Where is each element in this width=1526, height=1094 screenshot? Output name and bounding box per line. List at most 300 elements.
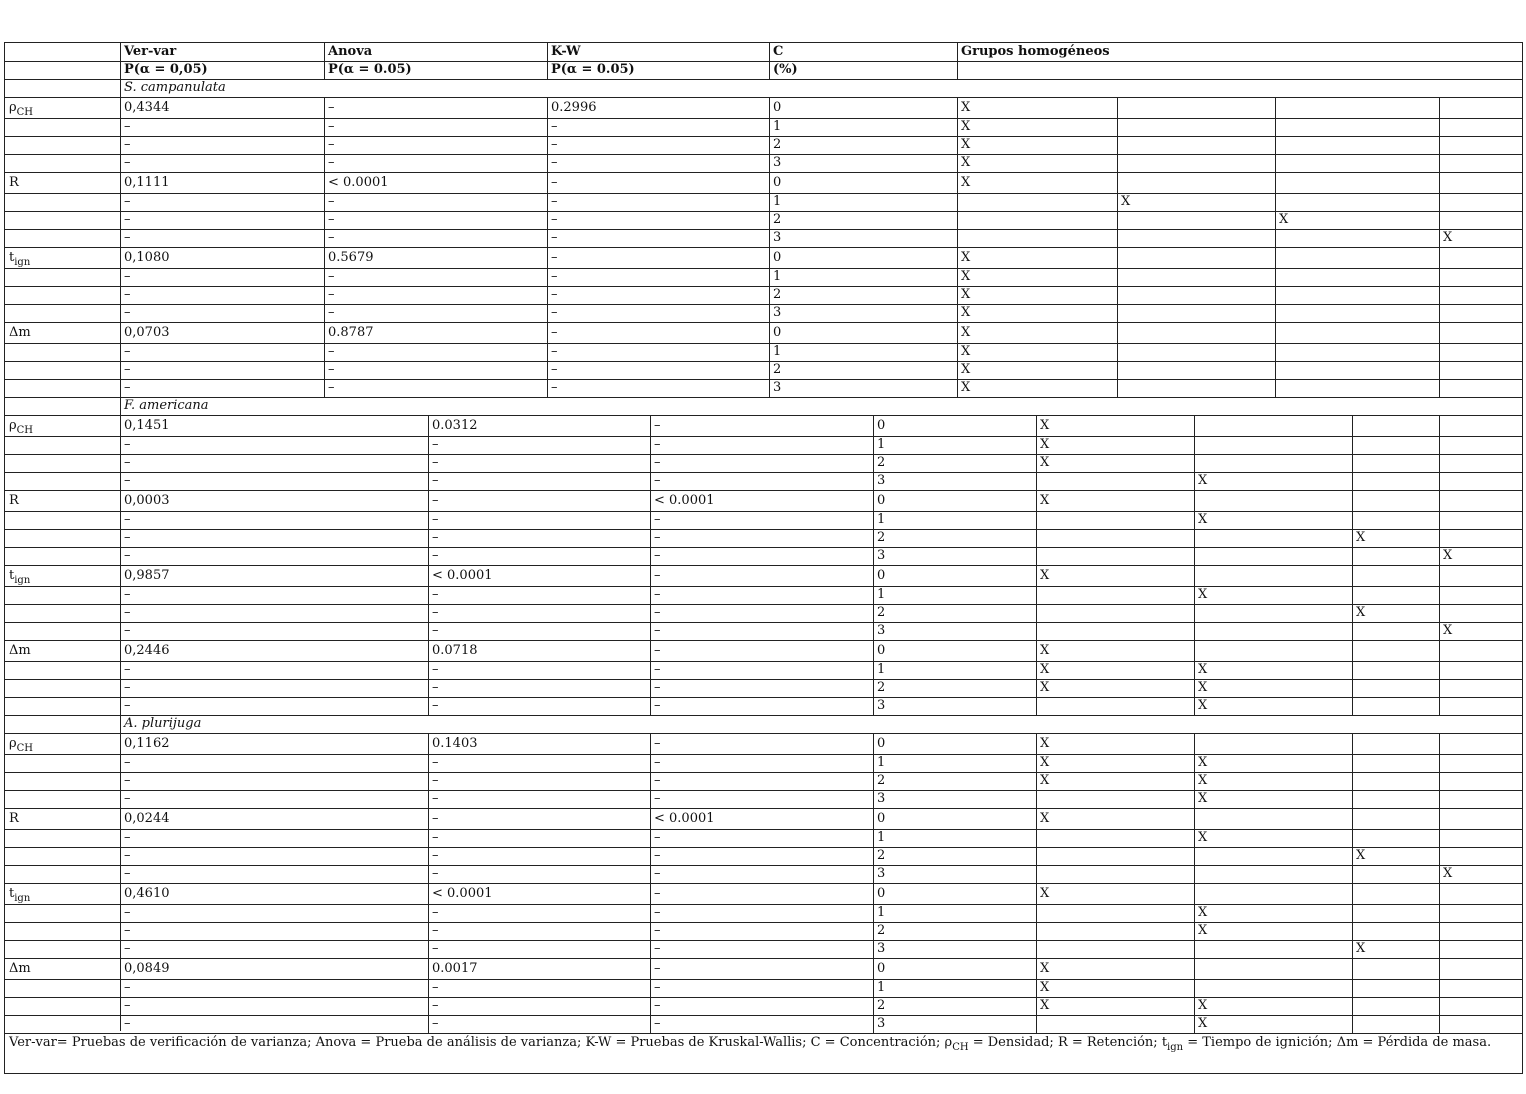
column-divider (1352, 415, 1353, 436)
column-divider (1194, 997, 1195, 1015)
column-divider (1352, 808, 1353, 829)
column-divider (1439, 136, 1440, 154)
column-divider (1352, 883, 1353, 904)
group-cell (1275, 193, 1439, 211)
column-divider (769, 211, 770, 229)
group-cell: X (961, 305, 971, 320)
group-cell (1194, 940, 1352, 958)
column-divider (1036, 679, 1037, 697)
column-divider (650, 679, 651, 697)
column-divider (324, 172, 325, 193)
group-cell: X (1198, 755, 1208, 770)
value-cell: – (654, 791, 661, 806)
group-cell (1036, 940, 1194, 958)
value-cell: – (551, 250, 558, 265)
concentration-cell: 1 (877, 905, 886, 920)
group-cell (1352, 490, 1439, 511)
column-divider (547, 193, 548, 211)
column-divider (1036, 979, 1037, 997)
column-divider (1439, 622, 1440, 640)
column-divider (873, 829, 874, 847)
table-footnote: Ver-var= Pruebas de verificación de varianza; Anova = Prueba de análisis de varianza; K-W = Pruebas de Kruskal-Wallis; C = Concentración; $\rho_{CH}$ = Densidad; R = Retención; $t_{ign}$ = Tiempo de ignición; Δm = Pérdida de masa. (9, 1035, 1492, 1053)
column-divider (873, 847, 874, 865)
column-divider (1275, 172, 1276, 193)
value-cell: – (432, 512, 439, 527)
value-cell: – (124, 980, 131, 995)
column-divider (1439, 547, 1440, 565)
value-cell: – (124, 848, 131, 863)
concentration-cell: 0 (773, 175, 782, 190)
concentration-cell: 3 (877, 623, 886, 638)
column-divider (324, 211, 325, 229)
concentration-cell: 0 (773, 325, 782, 340)
column-divider (1275, 286, 1276, 304)
column-divider (547, 268, 548, 286)
group-cell: X (961, 175, 971, 190)
group-cell (1439, 958, 1524, 979)
group-cell (1275, 322, 1439, 343)
column-divider (769, 379, 770, 397)
group-cell (1117, 322, 1275, 343)
group-cell (1036, 922, 1194, 940)
group-cell (1275, 379, 1439, 397)
column-divider (1352, 604, 1353, 622)
group-cell (1352, 790, 1439, 808)
column-divider (873, 904, 874, 922)
group-cell: X (961, 344, 971, 359)
group-cell (1439, 436, 1524, 454)
column-divider (650, 547, 651, 565)
column-divider (1275, 229, 1276, 247)
column-divider (1036, 865, 1037, 883)
column-divider (873, 790, 874, 808)
value-cell: – (432, 980, 439, 995)
column-divider (1439, 304, 1440, 322)
group-cell (1439, 940, 1524, 958)
column-divider (1117, 118, 1118, 136)
group-cell (1275, 172, 1439, 193)
column-divider (1439, 661, 1440, 679)
column-divider (428, 697, 429, 715)
column-divider (1439, 997, 1440, 1015)
column-divider (1194, 940, 1195, 958)
value-cell: – (124, 437, 131, 452)
column-divider (1439, 940, 1440, 958)
column-divider (1275, 379, 1276, 397)
concentration-cell: 1 (877, 662, 886, 677)
species-label: A. plurijuga (124, 716, 202, 731)
value-cell: – (124, 1016, 131, 1031)
column-divider (1439, 118, 1440, 136)
group-cell (1036, 865, 1194, 883)
value-cell: – (432, 755, 439, 770)
group-cell: X (1040, 493, 1050, 508)
header-cell: C (773, 44, 784, 59)
column-divider (324, 268, 325, 286)
group-cell (1439, 361, 1524, 379)
group-cell (1352, 883, 1439, 904)
value-cell: – (654, 548, 661, 563)
column-divider (873, 679, 874, 697)
value-cell: – (654, 773, 661, 788)
column-divider (1194, 829, 1195, 847)
concentration-cell: 3 (773, 380, 782, 395)
column-divider (650, 454, 651, 472)
column-divider (1439, 343, 1440, 361)
column-divider (873, 622, 874, 640)
group-cell: X (1040, 755, 1050, 770)
column-divider (1194, 772, 1195, 790)
column-divider (650, 865, 651, 883)
column-divider (1194, 436, 1195, 454)
variable-label: $t_{ign}$ (9, 886, 31, 904)
variable-label: $t_{ign}$ (9, 568, 31, 586)
column-divider (1117, 193, 1118, 211)
variable-label: Δm (9, 961, 31, 976)
column-divider (650, 472, 651, 490)
column-divider (873, 865, 874, 883)
group-cell: X (1040, 437, 1050, 452)
group-cell (1439, 286, 1524, 304)
column-divider (428, 940, 429, 958)
column-divider (650, 904, 651, 922)
column-divider (1117, 304, 1118, 322)
column-divider (1439, 604, 1440, 622)
value-cell: – (654, 905, 661, 920)
column-divider (769, 172, 770, 193)
column-divider (547, 211, 548, 229)
column-divider (428, 511, 429, 529)
header-cell: Anova (328, 44, 373, 59)
column-divider (428, 565, 429, 586)
group-cell (1117, 286, 1275, 304)
group-cell (1036, 604, 1194, 622)
column-divider (1194, 454, 1195, 472)
concentration-cell: 2 (877, 530, 886, 545)
column-divider (1352, 679, 1353, 697)
group-cell (1352, 640, 1439, 661)
group-cell (1439, 640, 1524, 661)
group-cell: X (1040, 736, 1050, 751)
column-divider (1275, 97, 1276, 118)
concentration-cell: 0 (877, 961, 886, 976)
column-divider (1194, 697, 1195, 715)
group-cell (1439, 454, 1524, 472)
group-cell (1352, 472, 1439, 490)
value-cell: – (328, 305, 335, 320)
concentration-cell: 3 (773, 305, 782, 320)
column-divider (1194, 565, 1195, 586)
column-divider (428, 679, 429, 697)
column-divider (1439, 772, 1440, 790)
column-divider (650, 958, 651, 979)
column-divider (1036, 529, 1037, 547)
value-cell: – (654, 662, 661, 677)
value-cell: – (432, 941, 439, 956)
group-cell (1194, 847, 1352, 865)
column-divider (957, 322, 958, 343)
value-cell: – (124, 998, 131, 1013)
column-divider (957, 361, 958, 379)
column-divider (1352, 829, 1353, 847)
column-divider (1439, 229, 1440, 247)
value-cell: 0,0003 (124, 493, 170, 508)
group-cell (1275, 286, 1439, 304)
concentration-cell: 2 (877, 773, 886, 788)
value-cell: – (432, 548, 439, 563)
column-divider (428, 808, 429, 829)
column-divider (1194, 622, 1195, 640)
column-divider (873, 436, 874, 454)
concentration-cell: 2 (877, 998, 886, 1013)
group-cell (1036, 829, 1194, 847)
value-cell: 0,0849 (124, 961, 170, 976)
value-cell: – (654, 623, 661, 638)
column-divider (1194, 415, 1195, 436)
column-divider (1194, 733, 1195, 754)
value-cell: – (432, 905, 439, 920)
value-cell: – (328, 362, 335, 377)
column-divider (1352, 472, 1353, 490)
group-cell (1194, 883, 1352, 904)
column-divider (1352, 640, 1353, 661)
column-divider (547, 361, 548, 379)
column-divider (769, 286, 770, 304)
column-divider (1117, 268, 1118, 286)
group-cell (957, 211, 1117, 229)
group-cell (1036, 511, 1194, 529)
header-cell: P(α = 0,05) (124, 62, 208, 77)
value-cell: 0.1403 (432, 736, 478, 751)
concentration-cell: 0 (773, 250, 782, 265)
value-cell: – (654, 923, 661, 938)
value-cell: – (432, 791, 439, 806)
column-divider (1117, 229, 1118, 247)
column-divider (957, 136, 958, 154)
column-divider (1439, 754, 1440, 772)
group-cell (1117, 136, 1275, 154)
column-divider (1352, 790, 1353, 808)
column-divider (1352, 922, 1353, 940)
value-cell: – (432, 923, 439, 938)
group-cell: X (1040, 680, 1050, 695)
column-divider (428, 790, 429, 808)
concentration-cell: 2 (877, 680, 886, 695)
column-divider (1352, 958, 1353, 979)
column-divider (1194, 604, 1195, 622)
column-divider (1036, 622, 1037, 640)
group-cell: X (1198, 698, 1208, 713)
group-cell (1352, 997, 1439, 1015)
column-divider (1352, 847, 1353, 865)
value-cell: – (124, 698, 131, 713)
column-divider (957, 118, 958, 136)
column-divider (428, 958, 429, 979)
column-divider (428, 904, 429, 922)
column-divider (324, 193, 325, 211)
group-cell (1036, 529, 1194, 547)
column-divider (873, 529, 874, 547)
column-divider (1439, 640, 1440, 661)
group-cell (1439, 733, 1524, 754)
value-cell: – (551, 155, 558, 170)
column-divider (1036, 586, 1037, 604)
column-divider (1117, 361, 1118, 379)
column-divider (873, 958, 874, 979)
group-cell: X (1040, 886, 1050, 901)
group-cell: X (1198, 998, 1208, 1013)
column-divider (1036, 733, 1037, 754)
column-divider (650, 829, 651, 847)
value-cell: – (124, 212, 131, 227)
group-cell (1439, 997, 1524, 1015)
value-cell: – (432, 587, 439, 602)
column-divider (650, 772, 651, 790)
value-cell: – (654, 980, 661, 995)
column-divider (428, 733, 429, 754)
column-divider (650, 511, 651, 529)
column-divider (1036, 454, 1037, 472)
value-cell: 0.0718 (432, 643, 478, 658)
column-divider (873, 733, 874, 754)
column-divider (769, 229, 770, 247)
column-divider (873, 661, 874, 679)
column-divider (873, 808, 874, 829)
group-cell (1117, 118, 1275, 136)
group-cell: X (1356, 605, 1366, 620)
column-divider (428, 865, 429, 883)
group-cell (1117, 211, 1275, 229)
group-cell (1352, 697, 1439, 715)
value-cell: – (432, 848, 439, 863)
variable-label: Δm (9, 643, 31, 658)
column-divider (1439, 172, 1440, 193)
group-cell: X (1198, 512, 1208, 527)
column-divider (650, 661, 651, 679)
group-cell: X (1443, 866, 1453, 881)
column-divider (324, 322, 325, 343)
value-cell: – (124, 473, 131, 488)
column-divider (1352, 733, 1353, 754)
column-divider (1036, 808, 1037, 829)
column-divider (428, 829, 429, 847)
column-divider (428, 472, 429, 490)
group-cell (1352, 679, 1439, 697)
column-divider (1439, 883, 1440, 904)
column-divider (873, 772, 874, 790)
column-divider (1117, 343, 1118, 361)
column-divider (428, 661, 429, 679)
concentration-cell: 3 (773, 230, 782, 245)
column-divider (1194, 472, 1195, 490)
column-divider (428, 529, 429, 547)
column-divider (957, 172, 958, 193)
group-cell (1439, 679, 1524, 697)
column-divider (1439, 529, 1440, 547)
column-divider (650, 622, 651, 640)
group-cell (1117, 268, 1275, 286)
column-divider (650, 922, 651, 940)
value-cell: – (551, 194, 558, 209)
group-cell (1194, 622, 1352, 640)
group-cell: X (961, 380, 971, 395)
value-cell: – (432, 437, 439, 452)
column-divider (1036, 436, 1037, 454)
column-divider (769, 136, 770, 154)
group-cell (1439, 565, 1524, 586)
column-divider (547, 172, 548, 193)
value-cell: – (432, 698, 439, 713)
column-divider (1194, 922, 1195, 940)
value-cell: – (328, 344, 335, 359)
column-divider (957, 211, 958, 229)
concentration-cell: 2 (877, 455, 886, 470)
column-divider (428, 979, 429, 997)
column-divider (1439, 193, 1440, 211)
group-cell (1352, 622, 1439, 640)
group-cell (1117, 361, 1275, 379)
value-cell: – (124, 587, 131, 602)
value-cell: 0.2996 (551, 100, 597, 115)
group-cell (1352, 958, 1439, 979)
concentration-cell: 2 (773, 362, 782, 377)
column-divider (1194, 865, 1195, 883)
concentration-cell: 3 (877, 941, 886, 956)
value-cell: – (654, 680, 661, 695)
group-cell (1352, 415, 1439, 436)
column-divider (1194, 754, 1195, 772)
group-cell (1194, 547, 1352, 565)
column-divider (1439, 808, 1440, 829)
value-cell: – (551, 380, 558, 395)
group-cell (1439, 511, 1524, 529)
group-cell (1352, 979, 1439, 997)
variable-label: Δm (9, 325, 31, 340)
value-cell: – (654, 455, 661, 470)
value-cell: – (654, 830, 661, 845)
column-divider (324, 361, 325, 379)
concentration-cell: 1 (877, 980, 886, 995)
group-cell: X (961, 287, 971, 302)
column-divider (1352, 997, 1353, 1015)
value-cell: – (432, 623, 439, 638)
column-divider (1275, 304, 1276, 322)
group-cell (1275, 136, 1439, 154)
value-cell: – (432, 830, 439, 845)
column-divider (650, 997, 651, 1015)
column-divider (1352, 940, 1353, 958)
column-divider (650, 754, 651, 772)
group-cell (1194, 640, 1352, 661)
concentration-cell: 0 (877, 643, 886, 658)
group-cell (1439, 268, 1524, 286)
group-cell (1036, 547, 1194, 565)
column-divider (1275, 343, 1276, 361)
group-cell (1036, 847, 1194, 865)
value-cell: – (124, 455, 131, 470)
value-cell: – (654, 886, 661, 901)
column-divider (873, 472, 874, 490)
value-cell: – (654, 473, 661, 488)
group-cell: X (1040, 455, 1050, 470)
column-divider (873, 883, 874, 904)
group-cell (1275, 154, 1439, 172)
value-cell: – (432, 1016, 439, 1031)
group-cell (1439, 304, 1524, 322)
column-divider (428, 436, 429, 454)
value-cell: – (328, 230, 335, 245)
column-divider (1194, 847, 1195, 865)
